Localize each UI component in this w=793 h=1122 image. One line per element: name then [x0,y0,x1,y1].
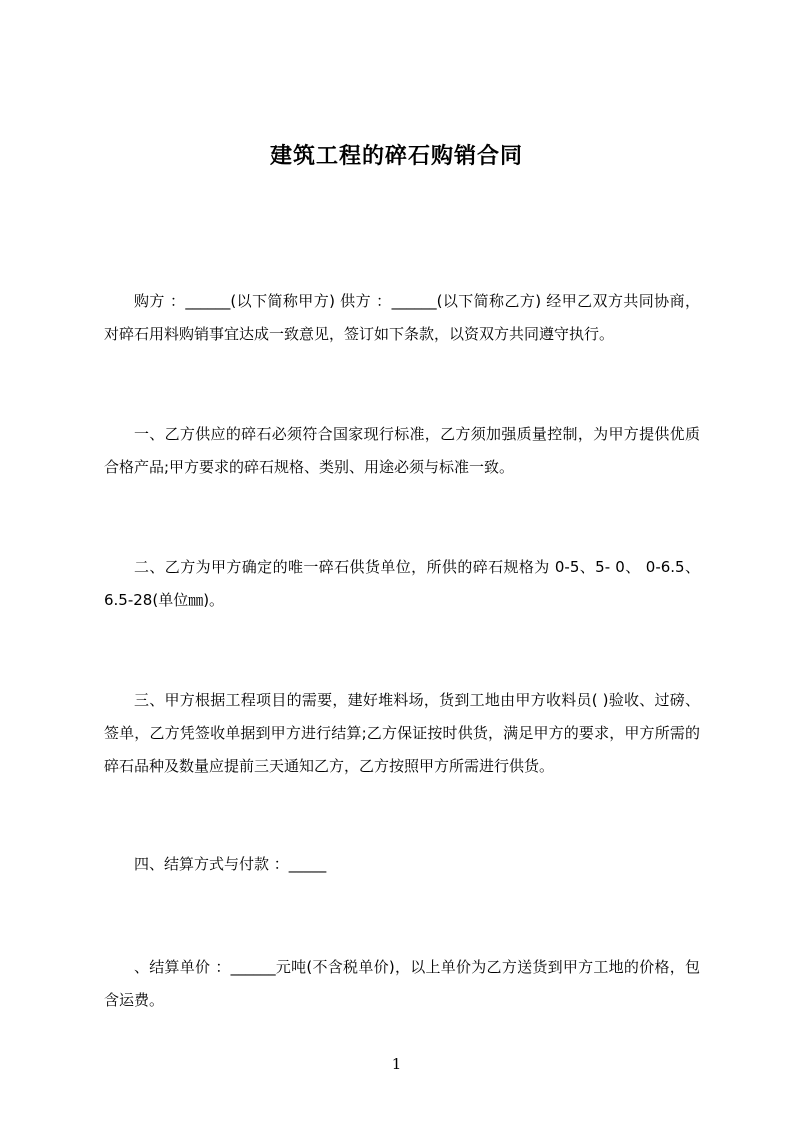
paragraph-clause-4: 四、结算方式与付款 ：_____ [134,855,327,873]
document-title: 建筑工程的碎石购销合同 [269,144,523,169]
paragraph-parties: 购方 ：______(以下简称甲方) 供方 ：______(以下简称乙方) 经甲乙双方共同协商，对碎石用料购销事宜达成一致意见，签订如下条款，以资双方共同遵守执行。 [104,292,700,343]
paragraph-clause-3: 三、甲方根据工程项目的需要，建好堆料场，货到工地由甲方收料员( )验收、过磅、签单，乙方凭签收单据到甲方进行结算;乙方保证按时供货，满足甲方的要求，甲方所需的碎石品种及数量应提前三天通知乙方，乙方按照甲方所需进行供货。 [104,691,700,775]
paragraph-clause-1: 一、乙方供应的碎石必须符合国家现行标准，乙方须加强质量控制，为甲方提供优质合格产品;甲方要求的碎石规格、类别、用途必须与标准一致。 [104,425,700,476]
paragraph-clause-2: 二、乙方为甲方确定的唯一碎石供货单位，所供的碎石规格为 0-5、5- 0、 0-6.5、 6.5-28(单位㎜)。 [104,558,700,609]
page-number: 1 [391,1055,402,1073]
paragraph-unit-price: 、结算单价 ：______元吨(不含税单价)，以上单价为乙方送货到甲方工地的价格，包含运费。 [104,958,700,1009]
